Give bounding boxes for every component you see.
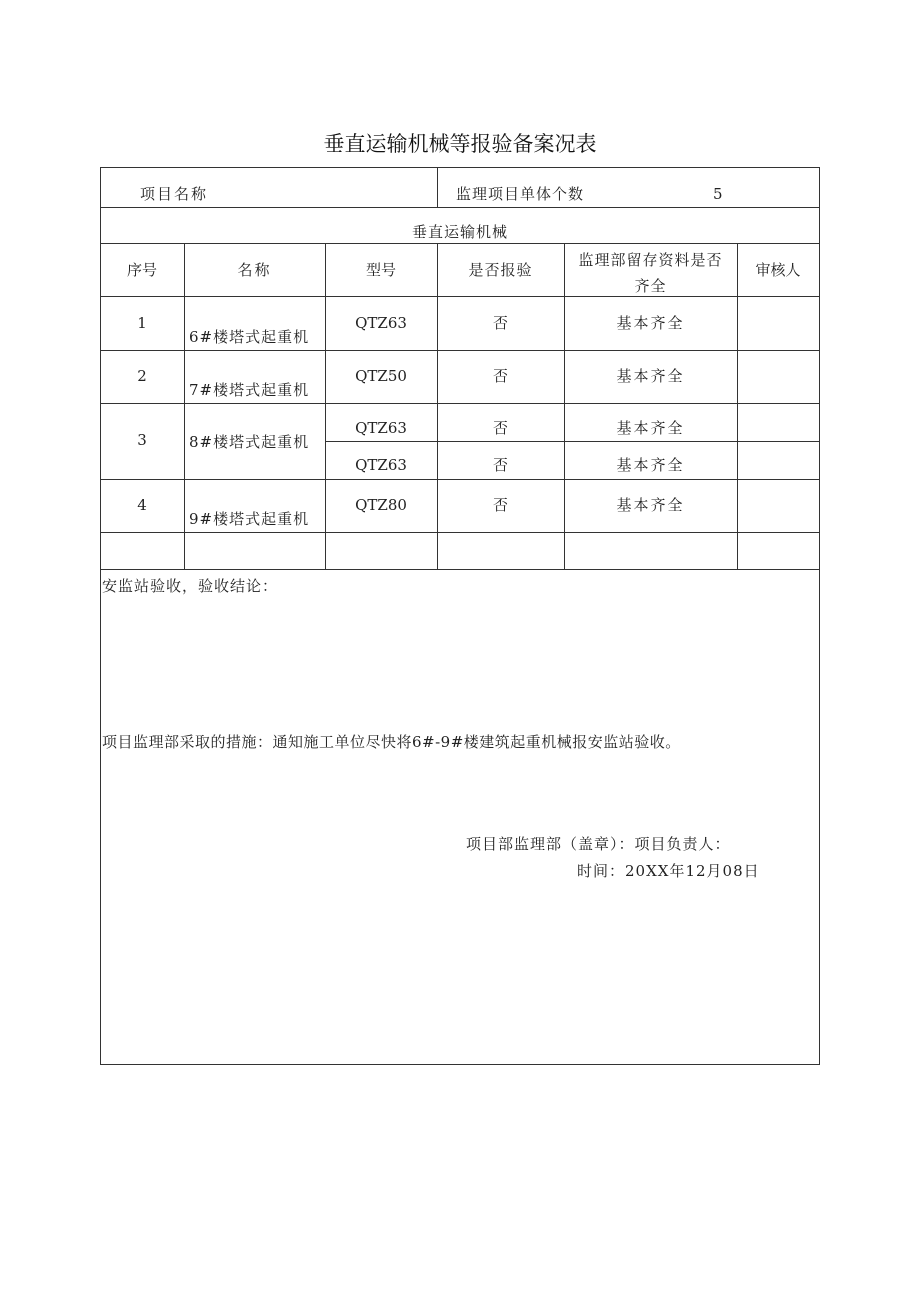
table-rule <box>100 569 820 570</box>
row-3-name: 8#楼塔式起重机 <box>189 433 310 451</box>
table-rule <box>100 350 820 351</box>
row-3b-model: QTZ63 <box>355 456 407 474</box>
row-2-inspected: 否 <box>492 367 508 385</box>
row-3a-docs: 基本齐全 <box>616 419 685 437</box>
table-rule <box>184 243 185 569</box>
row-2-index: 2 <box>137 367 147 385</box>
table-border-left <box>100 167 101 1065</box>
table-rule <box>437 167 438 207</box>
table-rule <box>737 243 738 569</box>
row-1-name: 6#楼塔式起重机 <box>189 328 310 346</box>
row-3a-inspected: 否 <box>492 419 508 437</box>
table-rule <box>325 441 820 442</box>
row-4-inspected: 否 <box>492 496 508 514</box>
table-border-top <box>100 167 820 168</box>
table-rule <box>325 243 326 569</box>
row-4-index: 4 <box>137 496 147 514</box>
conclusion-label: 安监站验收，验收结论： <box>102 577 279 595</box>
header-docs-line1: 监理部留存资料是否 <box>578 251 723 269</box>
header-index: 序号 <box>126 261 157 279</box>
header-model: 型号 <box>365 261 396 279</box>
page-title: 垂直运输机械等报验备案况表 <box>323 132 597 156</box>
header-inspected: 是否报验 <box>468 261 533 279</box>
row-3b-docs: 基本齐全 <box>616 456 685 474</box>
header-docs-line2: 齐全 <box>634 277 667 295</box>
supervision-measures: 项目监理部采取的措施：通知施工单位尽快将6#-9#楼建筑起重机械报安监站验收。 <box>102 733 681 751</box>
row-3a-model: QTZ63 <box>355 419 407 437</box>
table-rule <box>100 479 820 480</box>
row-1-index: 1 <box>137 314 147 332</box>
row-4-model: QTZ80 <box>355 496 407 514</box>
signature-date: 时间：20XX年12月08日 <box>577 862 760 880</box>
table-rule <box>100 296 820 297</box>
table-border-bottom <box>100 1064 820 1065</box>
table-rule <box>100 532 820 533</box>
table-rule <box>100 403 820 404</box>
table-border-right <box>819 167 820 1065</box>
unit-count-value: 5 <box>713 185 723 203</box>
row-4-name: 9#楼塔式起重机 <box>189 510 310 528</box>
row-4-docs: 基本齐全 <box>616 496 685 514</box>
header-name: 名称 <box>237 261 272 279</box>
row-3b-inspected: 否 <box>492 456 508 474</box>
row-3-index: 3 <box>137 431 147 449</box>
table-rule <box>100 243 820 244</box>
row-2-model: QTZ50 <box>355 367 407 385</box>
unit-count-label: 监理项目单体个数 <box>456 185 585 203</box>
header-reviewer: 审核人 <box>755 261 801 279</box>
row-1-model: QTZ63 <box>355 314 407 332</box>
row-1-inspected: 否 <box>492 314 508 332</box>
table-rule <box>437 243 438 569</box>
signature-line: 项目部监理部（盖章）：项目负责人： <box>466 835 731 853</box>
row-2-docs: 基本齐全 <box>616 367 685 385</box>
table-rule <box>100 207 820 208</box>
project-name-label: 项目名称 <box>140 185 209 203</box>
row-2-name: 7#楼塔式起重机 <box>189 381 310 399</box>
section-title: 垂直运输机械 <box>411 223 508 241</box>
row-1-docs: 基本齐全 <box>616 314 685 332</box>
